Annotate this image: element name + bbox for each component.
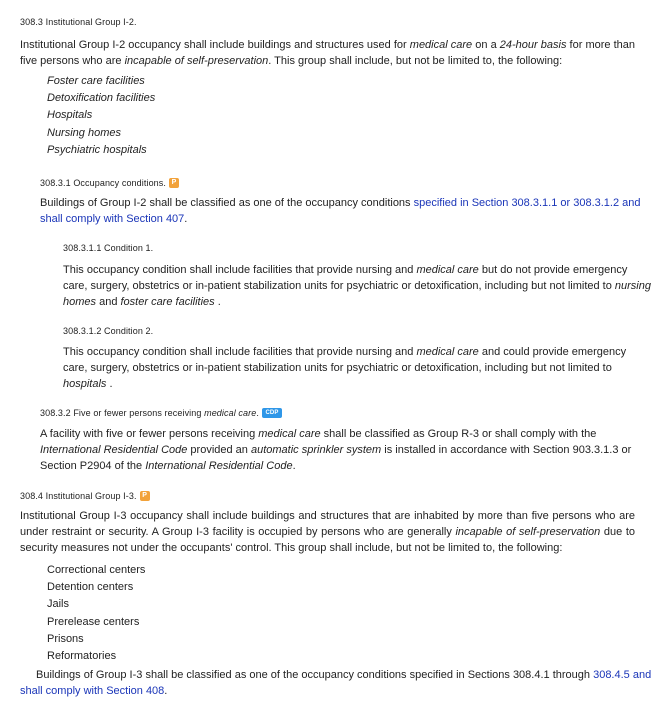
list-item: Reformatories <box>47 650 117 662</box>
section-heading-308-3 <box>20 17 137 27</box>
section-308-4-paragraph <box>20 508 635 556</box>
defined-term: medical care <box>204 408 257 418</box>
section-heading-308-3-1 <box>40 178 179 189</box>
defined-term: hospitals <box>63 378 107 390</box>
section-link[interactable]: 308.4.5 and <box>593 669 652 681</box>
section-link[interactable]: shall comply with Section 408 <box>20 685 165 697</box>
paragraph-line: This occupancy condition shall include facilities that provide nursing and medical care but do not provide emergency <box>63 264 628 276</box>
paragraph-line: shall comply with Section 407. <box>40 213 188 225</box>
defined-term: incapable of self-preservation <box>124 55 269 67</box>
paragraph-line: hospitals . <box>63 378 113 390</box>
list-item: Jails <box>47 598 70 610</box>
paragraph-line: Institutional Group I-3 occupancy shall include buildings and structures that are inhabited by more than five persons who are <box>20 510 635 522</box>
provision-badge-icon[interactable]: P <box>169 178 179 188</box>
heading-text: 308.4 Institutional Group I-3. <box>20 491 137 501</box>
defined-term: medical care <box>416 346 479 358</box>
defined-term: incapable of self-preservation <box>455 526 601 538</box>
defined-term: 24-hour basis <box>499 39 567 51</box>
list-item: Detention centers <box>47 581 134 593</box>
defined-term: medical care <box>258 428 321 440</box>
paragraph-line: five persons who are incapable of self-preservation. This group shall include, but not be limited to, the following: <box>20 55 563 67</box>
heading-text: 308.3.1.2 Condition 2. <box>63 326 154 336</box>
paragraph-line: International Residential Code provided an automatic sprinkler system is installed in accordance with Section 903.3.1.3 or <box>40 444 632 456</box>
paragraph-line: homes and foster care facilities . <box>63 296 221 308</box>
list-item: Detoxification facilities <box>47 92 156 104</box>
list-item: Foster care facilities <box>47 75 145 87</box>
paragraph-line: Section P2904 of the International Residential Code. <box>40 460 296 472</box>
list-item: Prerelease centers <box>47 616 140 628</box>
section-308-4-closing-paragraph <box>20 667 652 699</box>
section-308-3-1-2-paragraph <box>63 344 638 392</box>
paragraph-line: Buildings of Group I-2 shall be classified as one of the occupancy conditions specified in Section 308.3.1.1 or 308.3.1.2 and <box>40 197 641 209</box>
list-item: Hospitals <box>47 109 93 121</box>
code-title: International Residential Code <box>145 460 293 472</box>
paragraph-line: under restraint or security. A Group I-3 facility is occupied by persons who are generally incapable of self-preservation due to <box>20 526 635 538</box>
section-308-3-paragraph <box>20 37 635 69</box>
list-item: Correctional centers <box>47 564 146 576</box>
paragraph-line: This occupancy condition shall include facilities that provide nursing and medical care and could provide emergency <box>63 346 627 358</box>
section-link[interactable]: shall comply with Section 407 <box>40 213 185 225</box>
section-heading-308-3-1-2 <box>63 326 153 336</box>
paragraph-line: Buildings of Group I-3 shall be classified as one of the occupancy conditions specified in Sections 308.4.1 through 308.4.5 and <box>36 669 652 681</box>
section-heading-308-3-1-1 <box>63 243 153 253</box>
section-link[interactable]: specified in Section 308.3.1.1 or 308.3.1.2 and <box>413 197 641 209</box>
section-heading-308-3-2: 308.3.2 Five or fewer persons receiving medical care. CDP <box>40 408 282 419</box>
paragraph-line: shall comply with Section 408. <box>20 685 168 697</box>
heading-text: 308.3.2 Five or fewer persons receiving <box>40 408 205 418</box>
defined-term: automatic sprinkler system <box>250 444 382 456</box>
provision-badge-icon[interactable]: P <box>140 491 150 501</box>
heading-text: 308.3.1 Occupancy conditions. <box>40 178 166 188</box>
defined-term: foster care facilities <box>120 296 215 308</box>
code-title: International Residential Code <box>40 444 188 456</box>
cdp-badge-icon[interactable]: CDP <box>262 408 282 418</box>
paragraph-line: care, surgery, obstetrics or in-patient stabilization units for psychiatric or detoxification, including but not limited to nursing <box>63 280 651 292</box>
defined-term: nursing <box>614 280 651 292</box>
paragraph-line: Institutional Group I-2 occupancy shall include buildings and structures used for medical care on a 24-hour basis for more than <box>20 39 636 51</box>
paragraph-line: security measures not under the occupants' control. This group shall include, but not be limited to, the following: <box>20 542 563 554</box>
defined-term: medical care <box>409 39 473 51</box>
defined-term: homes <box>63 296 97 308</box>
heading-text: 308.3 Institutional Group I-2. <box>20 17 137 27</box>
list-item: Nursing homes <box>47 127 121 139</box>
section-308-3-1-paragraph <box>40 195 641 227</box>
defined-term: medical care <box>416 264 479 276</box>
paragraph-line: A facility with five or fewer persons receiving medical care shall be classified as Group R-3 or shall comply with the <box>40 428 597 440</box>
section-308-3-1-1-paragraph <box>63 262 651 310</box>
heading-text: 308.3.1.1 Condition 1. <box>63 243 154 253</box>
section-heading-308-4 <box>20 491 150 502</box>
list-item: Prisons <box>47 633 84 645</box>
list-item: Psychiatric hospitals <box>47 144 147 156</box>
section-308-3-2-paragraph <box>40 426 638 474</box>
paragraph-line: care, surgery, obstetrics or in-patient stabilization units for psychiatric or detoxification, including but not limited to <box>63 362 612 374</box>
